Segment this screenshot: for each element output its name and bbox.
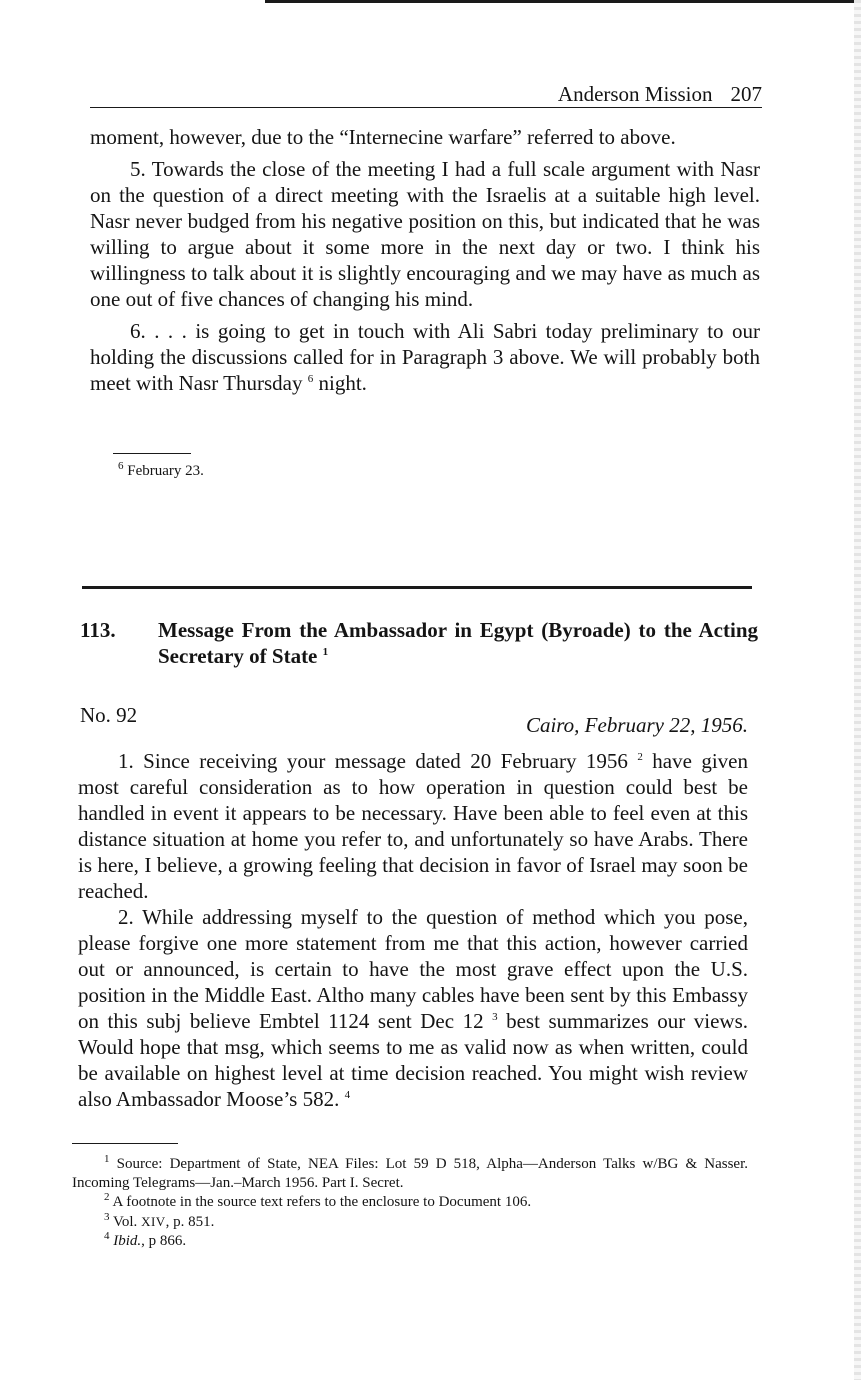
message-number: No. 92 xyxy=(80,703,138,727)
footnote-4-ibid: Ibid. xyxy=(113,1233,142,1249)
paragraph-6-text: 6. . . . is going to get in touch with Ali Sabri today preliminary to our holding the discussions called for in Paragraph 3 above. We will probably both meet with Nasr Thursday xyxy=(90,319,760,395)
footnote-4 xyxy=(72,1232,748,1251)
footnote-rule-lower xyxy=(72,1143,178,1144)
footnote-6-line xyxy=(118,462,518,481)
footnote-4-mark: 4 xyxy=(104,1230,110,1242)
footnote-2 xyxy=(72,1193,748,1212)
running-header xyxy=(90,80,762,108)
footnote-4-page: , p 866. xyxy=(141,1233,187,1249)
paragraph-5: 5. Towards the close of the meeting I had a full scale argument with Nasr on the question of a direct meeting with the Israelis at a suitable high level. Nasr never budged from his negative position on this, but indicated that he was willing to argue about it some more in the next day or two. I think his willingness to talk about it is slightly encouraging and we may have as much as one out of five chances of changing his mind. xyxy=(90,157,760,311)
footnotes xyxy=(72,1155,748,1251)
message-paragraph-1-a: 1. Since receiving your message dated 20 February 1956 xyxy=(118,749,628,773)
document-number: 113. xyxy=(80,618,116,642)
running-title: Anderson Mission xyxy=(557,82,713,106)
continued-text xyxy=(90,124,760,396)
top-edge-rule xyxy=(265,0,861,3)
page-number: 207 xyxy=(730,82,762,106)
footnote-3-mark: 3 xyxy=(104,1211,110,1223)
message-paragraph-2-a: 2. While addressing myself to the question of method which you pose, please forgive one more statement from me that this action, however carried out or announced, is certain to have the most grave effect upon the U.S. position in the Middle East. Altho many cables have been sent by this Embassy on this subj believe Embtel 1124 sent Dec 12 xyxy=(78,905,748,1033)
footnote-ref-2: 2 xyxy=(637,751,643,763)
place-and-date: Cairo, February 22, 1956. xyxy=(525,713,748,737)
footnote-1-text: Source: Department of State, NEA Files: Lot 59 D 518, Alpha—Anderson Talks w/BG & Nasser. Incoming Telegrams—Jan.–March 1956. Part I. Secret. xyxy=(72,1156,748,1191)
footnote-6-text: February 23. xyxy=(123,463,204,479)
footnote-3-page: , p. 851. xyxy=(165,1214,215,1230)
footnote-6-mark: 6 xyxy=(118,460,124,472)
footnote-3-volume: XIV xyxy=(141,1214,166,1229)
footnote-6 xyxy=(118,462,518,481)
message-body xyxy=(78,748,748,1112)
message-paragraph-1 xyxy=(78,748,748,904)
footnote-ref-1: 1 xyxy=(322,646,329,658)
footnote-1-mark: 1 xyxy=(104,1153,110,1165)
footnote-ref-3: 3 xyxy=(492,1011,498,1023)
page-edge-shadow xyxy=(854,0,861,1380)
paragraph-6 xyxy=(90,318,760,396)
footnote-3-vol-label: Vol. xyxy=(112,1214,138,1230)
message-paragraph-1-b: have given most careful consideration as to how operation in question could best be handled in event it appears to be necessary. Have been able to feel even at this distance situation at home you refer to, and unfortunately so have Arabs. There is here, I believe, a growing feeling that decision in favor of Israel may soon be reached. xyxy=(78,749,749,903)
footnote-1 xyxy=(72,1155,748,1193)
document-title-text: Message From the Ambassador in Egypt (Byroade) to the Acting Secretary of State xyxy=(158,618,758,668)
document-title xyxy=(158,617,758,669)
footnote-2-text: A footnote in the source text refers to the enclosure to Document 106. xyxy=(112,1194,532,1210)
running-header-text xyxy=(558,80,762,108)
footnote-ref-6: 6 xyxy=(307,373,314,385)
footnote-2-mark: 2 xyxy=(104,1191,110,1203)
section-divider xyxy=(82,586,752,589)
footnote-ref-4: 4 xyxy=(344,1089,351,1101)
message-paragraph-2-b: best summarizes our views. Would hope that msg, which seems to me as valid now as when written, could be available on highest level at time decision reached. You might wish review also Ambassador Moose’s 582. xyxy=(78,1009,748,1111)
message-paragraph-2 xyxy=(78,904,748,1112)
footnote-3 xyxy=(72,1212,748,1232)
paragraph-6-end: night. xyxy=(313,371,367,395)
paragraph-4-end: moment, however, due to the “Internecine warfare” referred to above. xyxy=(90,125,676,149)
footnote-rule-upper xyxy=(113,453,191,454)
